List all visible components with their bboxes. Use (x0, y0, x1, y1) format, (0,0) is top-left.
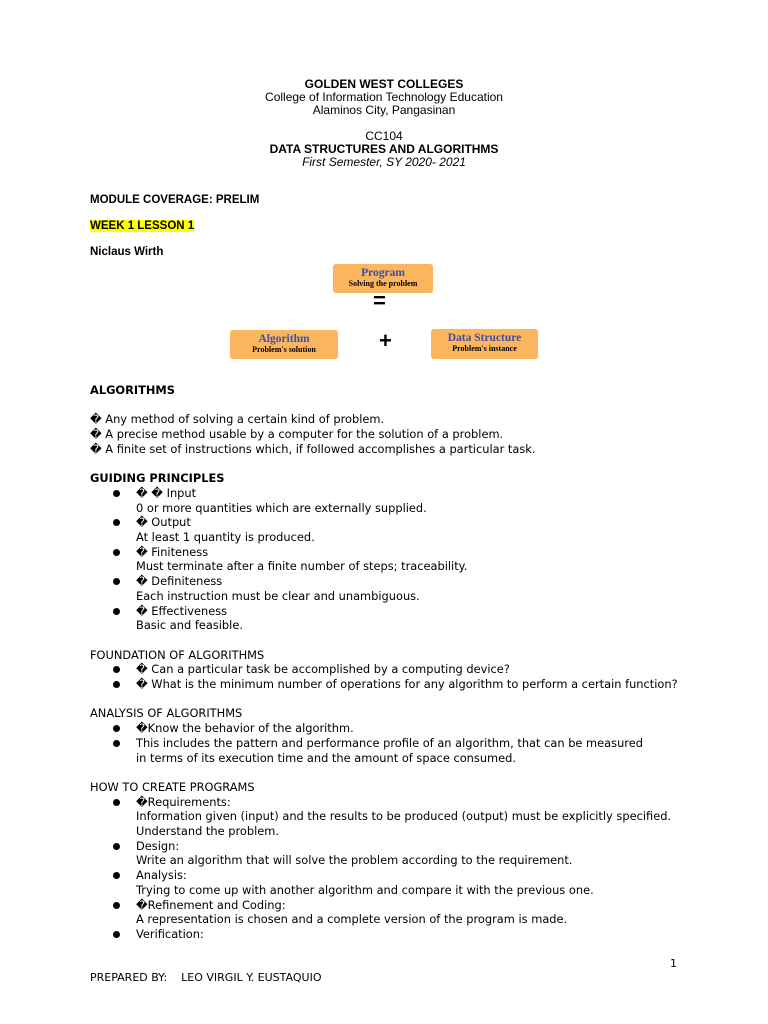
list-item (90, 515, 690, 544)
analysis-heading: ANALYSIS OF ALGORITHMS (90, 706, 243, 721)
algorithm-title: Algorithm (258, 333, 310, 345)
list-item (90, 604, 690, 633)
guiding-principles-list (90, 486, 690, 633)
program-diagram (228, 258, 540, 370)
step-title: Analysis: (136, 868, 187, 883)
list-item: � Can a particular task be accomplished by a computing device? (90, 662, 690, 677)
step-title: �Refinement and Coding: (136, 897, 286, 912)
list-item (90, 839, 690, 868)
list-item: �Know the behavior of the algorithm. (90, 721, 690, 736)
create-programs-list (90, 795, 690, 942)
principle-description: 0 or more quantities which are externally supplied. (136, 500, 427, 515)
page-number: 1 (670, 957, 677, 970)
prepared-by-name: LEO VIRGIL Y. EUSTAQUIO (181, 971, 322, 984)
algorithm-subtitle: Problem's solution (252, 345, 316, 354)
course-title: DATA STRUCTURES AND ALGORITHMS (269, 142, 499, 156)
principle-title: � Finiteness (136, 544, 209, 559)
principle-title: � Effectiveness (136, 603, 228, 618)
list-item (90, 868, 690, 897)
algorithm-box (230, 330, 338, 359)
principle-title: � Output (136, 515, 191, 530)
principle-description: Must terminate after a finite number of steps; traceability. (136, 559, 468, 574)
algorithms-heading: ALGORITHMS (90, 383, 175, 397)
step-description: Information given (input) and the results to be produced (output) must be explicitly specified. (136, 809, 672, 824)
week-lesson: WEEK 1 LESSON 1 (90, 220, 195, 232)
principle-description: At least 1 quantity is produced. (136, 530, 315, 544)
equals-sign: = (373, 288, 386, 313)
list-item: � What is the minimum number of operations for any algorithm to perform a certain function? (90, 677, 690, 692)
step-title: Design: (136, 838, 180, 853)
footer (90, 971, 321, 984)
foundation-list (90, 662, 690, 691)
principle-description: Basic and feasible. (136, 618, 243, 633)
course-code: CC104 (365, 129, 403, 143)
school-name: GOLDEN WEST COLLEGES (304, 77, 464, 91)
data-structure-subtitle: Problem's instance (452, 344, 517, 353)
algorithm-definition: � Any method of solving a certain kind of problem. (90, 412, 385, 427)
list-item: This includes the pattern and performance profile of an algorithm, that can be measured in terms of its execution time and the amount of space consumed. (90, 736, 646, 765)
foundation-heading: FOUNDATION OF ALGORITHMS (90, 647, 265, 662)
document-header (0, 78, 768, 169)
document-body (90, 383, 690, 942)
data-structure-title: Data Structure (447, 332, 522, 344)
algorithm-definition: � A finite set of instructions which, if followed accomplishes a particular task. (90, 441, 536, 456)
plus-sign: + (379, 328, 392, 353)
data-structure-box (431, 329, 538, 359)
analysis-list (90, 721, 690, 765)
step-description: Write an algorithm that will solve the problem according to the requirement. (136, 853, 573, 868)
prepared-by-label: PREPARED BY: (90, 971, 168, 984)
author-name: Niclaus Wirth (90, 246, 164, 258)
principle-title: � Definiteness (136, 574, 223, 589)
list-item (90, 795, 690, 839)
principle-title: � � Input (136, 485, 197, 500)
program-subtitle: Solving the problem (348, 279, 418, 288)
program-title: Program (361, 267, 405, 279)
college-name: College of Information Technology Education (265, 90, 503, 104)
create-programs-heading: HOW TO CREATE PROGRAMS (90, 779, 255, 794)
guiding-principles-heading: GUIDING PRINCIPLES (90, 471, 225, 486)
step-title: �Requirements: (136, 794, 231, 809)
step-description: Trying to come up with another algorithm and compare it with the previous one. (136, 882, 594, 897)
step-title: Verification: (136, 926, 204, 941)
step-description: A representation is chosen and a complete version of the program is made. (136, 912, 568, 927)
list-item (90, 486, 690, 515)
step-description: Understand the problem. (136, 824, 279, 839)
algorithm-definition: � A precise method usable by a computer for the solution of a problem. (90, 427, 504, 442)
list-item (90, 574, 690, 603)
school-location: Alaminos City, Pangasinan (312, 103, 456, 117)
principle-description: Each instruction must be clear and unambiguous. (136, 588, 420, 603)
semester: First Semester, SY 2020- 2021 (302, 155, 466, 169)
list-item (90, 927, 690, 942)
list-item (90, 545, 690, 574)
module-coverage: MODULE COVERAGE: PRELIM (90, 194, 260, 206)
list-item (90, 898, 690, 927)
